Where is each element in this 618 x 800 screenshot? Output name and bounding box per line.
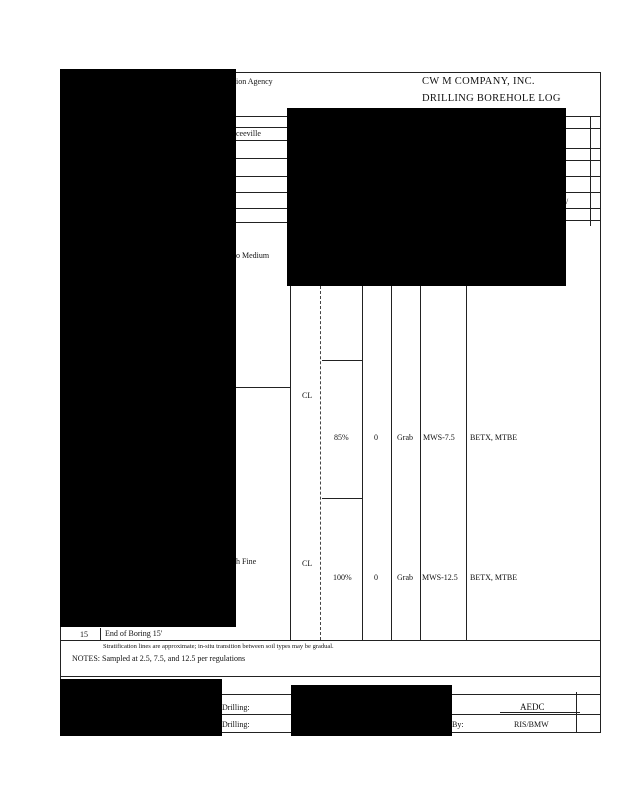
blow-count: 0 [374, 573, 378, 582]
location-fragment: ceeville [236, 129, 261, 138]
blow-count: 0 [374, 433, 378, 442]
sample-type: Grab [397, 573, 413, 582]
redaction-block-header [287, 108, 569, 286]
sample-id: MWS-7.5 [423, 433, 455, 442]
sample-type: Grab [397, 433, 413, 442]
agency-name-fragment: ion Agency [236, 77, 273, 86]
header-right-mark: / [566, 197, 569, 206]
notes: NOTES: Sampled at 2.5, 7.5, and 12.5 per regulations [72, 654, 246, 663]
recovery-percent: 100% [333, 573, 352, 582]
redaction-block-footer-left [60, 679, 222, 736]
uscs-symbol: CL [302, 391, 313, 400]
bottom-depth: 15 [80, 630, 88, 639]
by-label: By: [452, 720, 464, 729]
log-title: DRILLING BOREHOLE LOG [422, 93, 561, 104]
analysis: BETX, MTBE [470, 433, 518, 442]
by-value: RIS/BMW [514, 720, 549, 729]
uscs-symbol: CL [302, 559, 313, 568]
stratification-note: Stratification lines are approximate; in-situ transition between soil types may be gradual. [103, 643, 334, 650]
redaction-block-footer-center [291, 685, 452, 736]
logged-label: Drilling: [222, 720, 250, 729]
soil-description-fine: h Fine [236, 557, 257, 566]
sample-id: MWS-12.5 [422, 573, 458, 582]
company-name: CW M COMPANY, INC. [422, 76, 535, 87]
drilling-company: AEDC [520, 702, 545, 712]
soil-description-medium: o Medium [236, 251, 270, 260]
redaction-block-left [60, 69, 236, 627]
drilling-label: Drilling: [222, 703, 250, 712]
analysis: BETX, MTBE [470, 573, 518, 582]
recovery-percent: 85% [334, 433, 349, 442]
end-of-boring: End of Boring 15' [105, 629, 163, 638]
